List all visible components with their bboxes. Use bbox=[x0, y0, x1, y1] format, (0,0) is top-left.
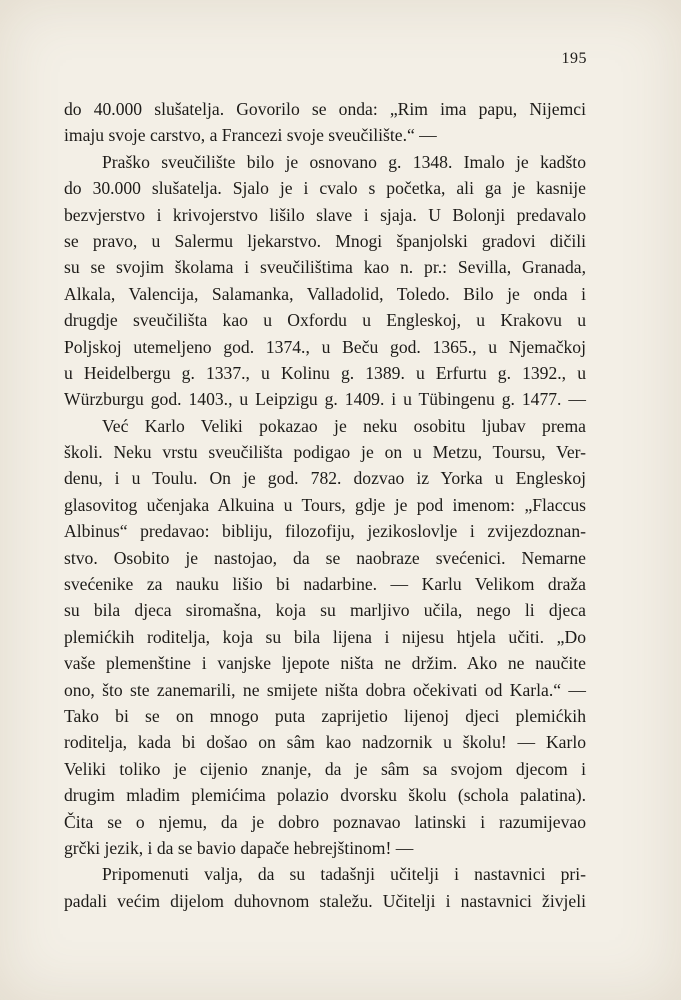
text-line: su bila djeca siromašna, koja su marljivo učila, nego li djeca bbox=[64, 600, 586, 621]
text-line: Poljskoj utemeljeno god. 1374., u Beču god. 1365., u Njemačkoj bbox=[64, 336, 586, 357]
text-line: Čita se o njemu, da je dobro poznavao latinski i razumijevao bbox=[64, 811, 586, 832]
text-line: u Heidelbergu g. 1337., u Kolinu g. 1389. u Erfurtu g. 1392., u bbox=[64, 362, 586, 383]
text-line: do 40.000 slušatelja. Govorilo se onda: „Rim ima papu, Nijemci bbox=[64, 99, 586, 119]
text-line: denu, i u Toulu. On je god. 782. dozvao iz Yorka u Engleskoj bbox=[64, 468, 586, 489]
page-body-text bbox=[64, 96, 586, 914]
text-line: Albinus“ predavao: bibliju, filozofiju, jezikoslovlje i zvijezdoznan- bbox=[64, 521, 586, 542]
text-line: do 30.000 slušatelja. Sjalo je i cvalo s početka, ali ga je kasnije bbox=[64, 178, 586, 199]
text-line: Würzburgu god. 1403., u Leipzigu g. 1409. i u Tübingenu g. 1477. — bbox=[64, 389, 586, 410]
text-line: grčki jezik, i da se bavio dapače hebrejštinom! — bbox=[64, 837, 414, 858]
text-line: Tako bi se on mnogo puta zaprijetio lijenoj djeci plemićkih bbox=[64, 705, 586, 726]
text-line: Veliki toliko je cijenio znanje, da je sâm sa svojom djecom i bbox=[64, 758, 586, 779]
text-line: ono, što ste zanemarili, ne smijete ništa dobra očekivati od Karla.“ — bbox=[64, 679, 586, 700]
text-line: padali većim dijelom duhovnom staležu. Učitelji i nastavnici živjeli bbox=[64, 890, 586, 911]
text-line: glasovitog učenjaka Alkuina u Tours, gdje je pod imenom: „Flaccus bbox=[64, 494, 586, 515]
text-line: bezvjerstvo i krivojerstvo lišilo slave i sjaja. U Bolonji predavalo bbox=[64, 204, 586, 225]
text-line: Praško sveučilište bilo je osnovano g. 1348. Imalo je kadšto bbox=[102, 151, 586, 172]
text-line: drugim mladim plemićima polazio dvorsku školu (schola palatina). bbox=[64, 785, 586, 806]
text-line: su se svojim školama i sveučilištima kao n. pr.: Sevilla, Granada, bbox=[64, 257, 586, 278]
text-line: Već Karlo Veliki pokazao je neku osobitu ljubav prema bbox=[102, 415, 586, 436]
text-line: se pravo, u Salermu ljekarstvo. Mnogi španjolski gradovi dičili bbox=[64, 230, 586, 251]
page-number: 195 bbox=[561, 50, 587, 67]
text-line: imaju svoje carstvo, a Francezi svoje sveučilište.“ — bbox=[64, 125, 437, 146]
text-line: vaše plemenštine i vanjske ljepote ništa ne držim. Ako ne naučite bbox=[64, 653, 586, 674]
text-line: svećenike za nauku lišio bi nadarbine. — Karlu Velikom draža bbox=[64, 574, 586, 595]
text-line: školi. Neku vrstu sveučilišta podigao je on u Metzu, Toursu, Ver- bbox=[64, 442, 586, 463]
text-line: Pripomenuti valja, da su tadašnji učitelji i nastavnici pri- bbox=[102, 864, 586, 885]
text-line: plemićkih roditelja, koja su bila lijena i nijesu htjela učiti. „Do bbox=[64, 626, 586, 647]
text-line: drugdje sveučilišta kao u Oxfordu u Engleskoj, u Krakovu u bbox=[64, 310, 586, 331]
text-line: Alkala, Valencija, Salamanka, Valladolid, Toledo. Bilo je onda i bbox=[64, 283, 586, 304]
text-line: roditelja, kada bi došao on sâm kao nadzornik u školu! — Karlo bbox=[64, 732, 586, 753]
text-line: stvo. Osobito je nastojao, da se naobraze svećenici. Nemarne bbox=[64, 547, 586, 568]
